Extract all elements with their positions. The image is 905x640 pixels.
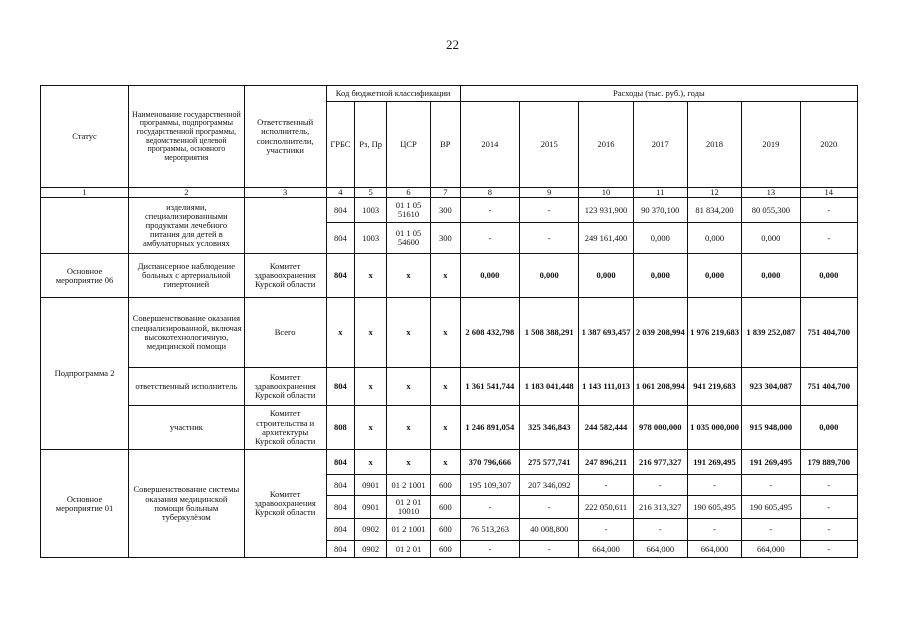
value-cell: - xyxy=(742,519,800,541)
value-cell: 923 304,087 xyxy=(742,368,800,406)
rzpr-cell: 0902 xyxy=(355,541,387,558)
rzpr-cell: 0901 xyxy=(355,496,387,519)
value-cell: 195 109,307 xyxy=(460,475,519,496)
csr-cell: 01 1 05 54600 xyxy=(386,223,430,254)
page-number: 22 xyxy=(446,37,459,52)
value-cell: 751 404,700 xyxy=(800,368,858,406)
name-cell: Совершенствование оказания специализированной, включая высокотехнологичную, медицинской помощи xyxy=(129,298,245,368)
header-expenses: Расходы (тыс. руб.), годы xyxy=(460,86,857,102)
vr-cell: x xyxy=(430,406,460,450)
vr-cell: x xyxy=(430,254,460,298)
grbs-cell: 804 xyxy=(326,198,355,223)
header-csr: ЦСР xyxy=(386,102,430,188)
value-cell: 664,000 xyxy=(633,541,687,558)
value-cell: 0,000 xyxy=(579,254,633,298)
csr-cell: x xyxy=(386,406,430,450)
col-number: 14 xyxy=(800,188,858,198)
value-cell: 2 039 208,994 xyxy=(633,298,687,368)
csr-cell: x xyxy=(386,368,430,406)
budget-table xyxy=(40,85,858,558)
value-cell: 244 582,444 xyxy=(579,406,633,450)
responsible-cell: Комитет здравоохранения Курской области xyxy=(244,254,326,298)
table-row xyxy=(41,298,858,368)
header-vr: ВР xyxy=(430,102,460,188)
value-cell: 1 061 208,994 xyxy=(633,368,687,406)
value-cell: 1 976 219,683 xyxy=(687,298,741,368)
value-cell: 0,000 xyxy=(633,223,687,254)
csr-cell: x xyxy=(386,298,430,368)
value-cell: 915 948,000 xyxy=(742,406,800,450)
header-year: 2019 xyxy=(742,102,800,188)
grbs-cell: 804 xyxy=(326,368,355,406)
grbs-cell: 804 xyxy=(326,223,355,254)
value-cell: 2 608 432,798 xyxy=(460,298,519,368)
col-number: 7 xyxy=(430,188,460,198)
csr-cell: 01 2 01 10010 xyxy=(386,496,430,519)
value-cell: 0,000 xyxy=(742,254,800,298)
vr-cell: 300 xyxy=(430,198,460,223)
value-cell: 1 508 388,291 xyxy=(520,298,579,368)
status-cell: Подпрограмма 2 xyxy=(41,298,129,450)
value-cell: - xyxy=(687,475,741,496)
value-cell: - xyxy=(800,541,858,558)
col-number: 13 xyxy=(742,188,800,198)
value-cell: 664,000 xyxy=(579,541,633,558)
responsible-cell xyxy=(244,198,326,254)
value-cell: - xyxy=(800,475,858,496)
col-number: 10 xyxy=(579,188,633,198)
header-year: 2016 xyxy=(579,102,633,188)
value-cell: - xyxy=(800,198,858,223)
csr-cell: 01 2 1001 xyxy=(386,519,430,541)
rzpr-cell: 1003 xyxy=(355,198,387,223)
col-number: 11 xyxy=(633,188,687,198)
grbs-cell: 804 xyxy=(326,254,355,298)
col-number: 4 xyxy=(326,188,355,198)
rzpr-cell: x xyxy=(355,368,387,406)
vr-cell: x xyxy=(430,450,460,475)
vr-cell: 600 xyxy=(430,475,460,496)
status-cell: Основное мероприятие 06 xyxy=(41,254,129,298)
status-cell xyxy=(41,198,129,254)
grbs-cell: 804 xyxy=(326,519,355,541)
csr-cell: 01 2 01 xyxy=(386,541,430,558)
vr-cell: 300 xyxy=(430,223,460,254)
header-rzpr: Рз, Пр xyxy=(355,102,387,188)
value-cell: 1 183 041,448 xyxy=(520,368,579,406)
value-cell: 370 796,666 xyxy=(460,450,519,475)
value-cell: 1 143 111,013 xyxy=(579,368,633,406)
value-cell: 0,000 xyxy=(687,223,741,254)
col-number: 1 xyxy=(41,188,129,198)
value-cell: 0,000 xyxy=(520,254,579,298)
header-year: 2017 xyxy=(633,102,687,188)
header-budget-code: Код бюджетной классификации xyxy=(326,86,460,102)
value-cell: - xyxy=(633,475,687,496)
header-year: 2020 xyxy=(800,102,858,188)
vr-cell: 600 xyxy=(430,519,460,541)
header-grbs: ГРБС xyxy=(326,102,355,188)
name-cell: Диспансерное наблюдение больных с артериальной гипертонией xyxy=(129,254,245,298)
value-cell: - xyxy=(579,475,633,496)
value-cell: 216 977,327 xyxy=(633,450,687,475)
value-cell: - xyxy=(460,223,519,254)
value-cell: 40 008,800 xyxy=(520,519,579,541)
name-cell: Совершенствование системы оказания медицинской помощи больным туберкулёзом xyxy=(129,450,245,558)
header-year: 2018 xyxy=(687,102,741,188)
value-cell: 76 513,263 xyxy=(460,519,519,541)
value-cell: 249 161,400 xyxy=(579,223,633,254)
value-cell: 0,000 xyxy=(460,254,519,298)
grbs-cell: 804 xyxy=(326,475,355,496)
value-cell: - xyxy=(800,223,858,254)
value-cell: 1 387 693,457 xyxy=(579,298,633,368)
col-number: 2 xyxy=(129,188,245,198)
rzpr-cell: x xyxy=(355,254,387,298)
csr-cell: 01 1 05 51610 xyxy=(386,198,430,223)
col-number: 12 xyxy=(687,188,741,198)
value-cell: - xyxy=(520,496,579,519)
value-cell: - xyxy=(579,519,633,541)
value-cell: - xyxy=(520,198,579,223)
table-row xyxy=(41,198,858,223)
value-cell: 179 889,700 xyxy=(800,450,858,475)
col-number: 9 xyxy=(520,188,579,198)
value-cell: 190 605,495 xyxy=(687,496,741,519)
rzpr-cell: x xyxy=(355,406,387,450)
value-cell: 123 931,900 xyxy=(579,198,633,223)
value-cell: - xyxy=(460,541,519,558)
value-cell: - xyxy=(800,496,858,519)
responsible-cell: Всего xyxy=(244,298,326,368)
value-cell: 216 313,327 xyxy=(633,496,687,519)
value-cell: 0,000 xyxy=(633,254,687,298)
value-cell: 978 000,000 xyxy=(633,406,687,450)
value-cell: - xyxy=(633,519,687,541)
rzpr-cell: x xyxy=(355,450,387,475)
value-cell: 664,000 xyxy=(687,541,741,558)
value-cell: - xyxy=(520,223,579,254)
grbs-cell: 804 xyxy=(326,496,355,519)
header-row-1 xyxy=(41,86,858,102)
col-number: 3 xyxy=(244,188,326,198)
csr-cell: x xyxy=(386,450,430,475)
value-cell: 325 346,843 xyxy=(520,406,579,450)
value-cell: 941 219,683 xyxy=(687,368,741,406)
vr-cell: x xyxy=(430,298,460,368)
csr-cell: 01 2 1001 xyxy=(386,475,430,496)
value-cell: 81 834,200 xyxy=(687,198,741,223)
rzpr-cell: x xyxy=(355,298,387,368)
col-number: 6 xyxy=(386,188,430,198)
column-number-row xyxy=(41,188,858,198)
table-row xyxy=(41,368,858,406)
vr-cell: 600 xyxy=(430,496,460,519)
value-cell: 90 370,100 xyxy=(633,198,687,223)
header-name: Наименование государственной программы, подпрограммы государственной программы, ведомственной целевой программы, основного мероприятия xyxy=(129,86,245,188)
value-cell: 751 404,700 xyxy=(800,298,858,368)
table-row xyxy=(41,450,858,475)
value-cell: - xyxy=(520,541,579,558)
header-status: Статус xyxy=(41,86,129,188)
responsible-cell: Комитет строительства и архитектуры Курской области xyxy=(244,406,326,450)
status-cell: Основное мероприятие 01 xyxy=(41,450,129,558)
value-cell: - xyxy=(460,496,519,519)
header-year: 2014 xyxy=(460,102,519,188)
grbs-cell: x xyxy=(326,298,355,368)
value-cell: 664,000 xyxy=(742,541,800,558)
value-cell: 222 050,611 xyxy=(579,496,633,519)
value-cell: 191 269,495 xyxy=(742,450,800,475)
value-cell: 190 605,495 xyxy=(742,496,800,519)
grbs-cell: 808 xyxy=(326,406,355,450)
col-number: 8 xyxy=(460,188,519,198)
value-cell: 275 577,741 xyxy=(520,450,579,475)
value-cell: 0,000 xyxy=(800,254,858,298)
value-cell: - xyxy=(800,519,858,541)
value-cell: 0,000 xyxy=(687,254,741,298)
grbs-cell: 804 xyxy=(326,450,355,475)
csr-cell: x xyxy=(386,254,430,298)
header-responsible: Ответственный исполнитель, соисполнители, участники xyxy=(244,86,326,188)
responsible-cell: Комитет здравоохранения Курской области xyxy=(244,450,326,558)
col-number: 5 xyxy=(355,188,387,198)
value-cell: 1 246 891,054 xyxy=(460,406,519,450)
value-cell: 247 896,211 xyxy=(579,450,633,475)
grbs-cell: 804 xyxy=(326,541,355,558)
rzpr-cell: 0902 xyxy=(355,519,387,541)
value-cell: 207 346,092 xyxy=(520,475,579,496)
value-cell: - xyxy=(687,519,741,541)
value-cell: - xyxy=(742,475,800,496)
responsible-cell: Комитет здравоохранения Курской области xyxy=(244,368,326,406)
table-row xyxy=(41,406,858,450)
vr-cell: 600 xyxy=(430,541,460,558)
rzpr-cell: 1003 xyxy=(355,223,387,254)
name-cell: ответственный исполнитель xyxy=(129,368,245,406)
value-cell: - xyxy=(460,198,519,223)
header-year: 2015 xyxy=(520,102,579,188)
value-cell: 1 839 252,087 xyxy=(742,298,800,368)
value-cell: 1 361 541,744 xyxy=(460,368,519,406)
value-cell: 0,000 xyxy=(742,223,800,254)
rzpr-cell: 0901 xyxy=(355,475,387,496)
vr-cell: x xyxy=(430,368,460,406)
value-cell: 80 055,300 xyxy=(742,198,800,223)
table-row xyxy=(41,254,858,298)
value-cell: 191 269,495 xyxy=(687,450,741,475)
value-cell: 0,000 xyxy=(800,406,858,450)
name-cell: изделиями, специализированными продуктами лечебного питания для детей в амбулаторных условиях xyxy=(129,198,245,254)
value-cell: 1 035 000,000 xyxy=(687,406,741,450)
name-cell: участник xyxy=(129,406,245,450)
